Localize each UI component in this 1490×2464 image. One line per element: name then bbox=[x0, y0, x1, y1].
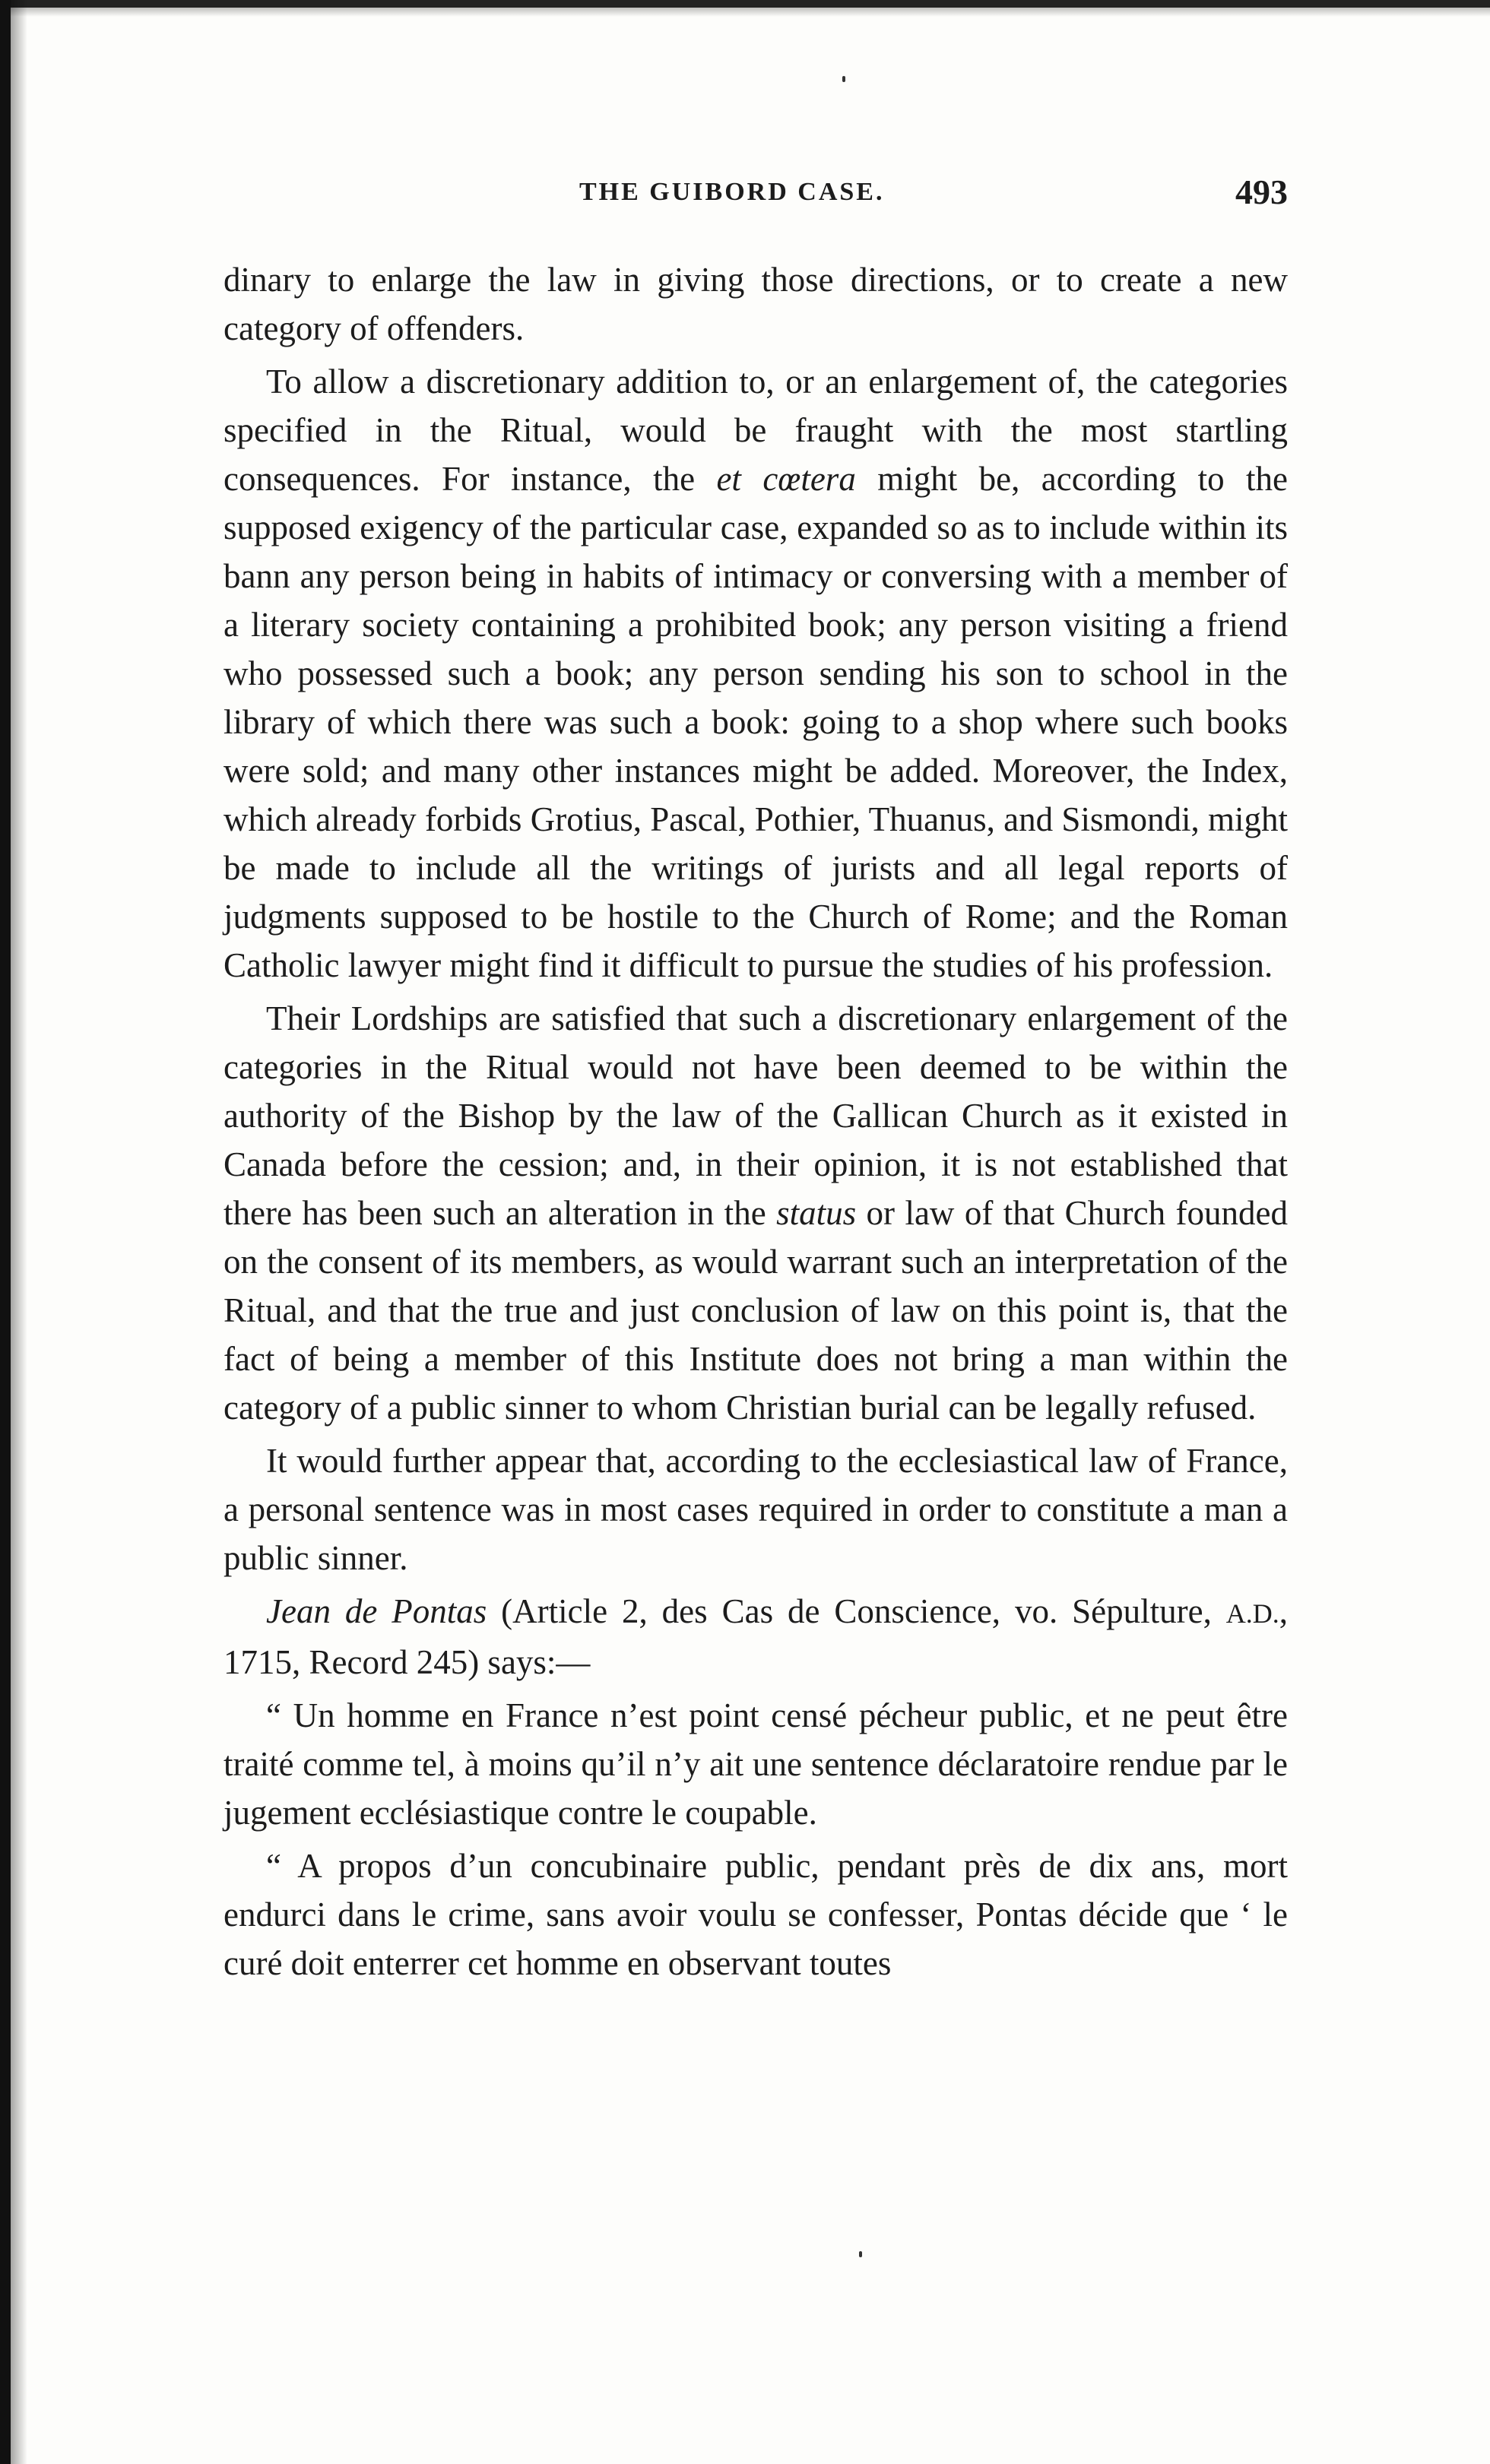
paragraph-lordships bbox=[224, 994, 1288, 1432]
page-number: 493 bbox=[1235, 173, 1288, 211]
text-run: To allow a discretionary addition to, or an enlargement of, the categories specified in the Ritual, would be fraught with the most startling consequences. For instance, the bbox=[224, 363, 1288, 498]
quote-paragraph-concubinaire: “ A propos d’un concubinaire public, pendant près de dix ans, mort endurci dans le crime, sans avoir voulu se confesser, Pontas décide que ‘ le curé doit enterrer cet homme en observant toutes bbox=[224, 1847, 1288, 1982]
quote-paragraph-pecheur: “ Un homme en France n’est point censé pécheur public, et ne peut être traité comme tel, à moins qu’il n’y ait une sentence déclaratoire rendue par le jugement ecclésiastique contre le coupable. bbox=[224, 1696, 1288, 1832]
scan-top-edge bbox=[0, 0, 1490, 8]
scan-left-shadow bbox=[11, 0, 27, 2464]
body-text bbox=[224, 255, 1288, 1987]
paragraph-pontas-citation bbox=[224, 1587, 1288, 1686]
text-run: , 1715, Record 245) says:— bbox=[224, 1592, 1289, 1681]
scan-speck bbox=[859, 2251, 862, 2257]
text-run: (Article 2, des Cas de Conscience, vo. Sépulture, bbox=[487, 1592, 1226, 1630]
paragraph-discretionary-addition bbox=[224, 357, 1288, 990]
paragraph-ecclesiastical-law: It would further appear that, according to the ecclesiastical law of France, a personal sentence was in most cases required in order to constitute a man a public sinner. bbox=[224, 1442, 1288, 1577]
paragraph-continuation: dinary to enlarge the law in giving those directions, or to create a new category of offenders. bbox=[224, 261, 1288, 347]
small-caps-run: A.D. bbox=[1225, 1598, 1279, 1629]
italic-word: status bbox=[776, 1194, 857, 1232]
running-title: THE GUIBORD CASE. bbox=[579, 178, 885, 206]
text-run: might be, according to the supposed exigency of the particular case, expanded so as to include within its bann any person being in habits of intimacy or conversing with a member of a literary society containing a prohibited book; any person visiting a friend who possessed such a book; any person sending his son to school in the library of which there was such a book: going to a shop where such books were sold; and many other instances might be added. Moreover, the Index, which already forbids Grotius, Pascal, Pothier, Thuanus, and Sismondi, might be made to include all the writings of jurists and all legal reports of judgments supposed to be hostile to the Church of Rome; and the Roman Catholic lawyer might find it difficult to pursue the studies of his profession. bbox=[224, 460, 1288, 984]
italic-phrase: et cœtera bbox=[716, 460, 856, 498]
scan-speck bbox=[842, 76, 845, 82]
running-head bbox=[224, 172, 1288, 217]
text-run: or law of that Church founded on the consent of its members, as would warrant such an interpretation of the Ritual, and that the true and just conclusion of law on this point is, that the fact of being a member of this Institute does not bring a man within the category of a public sinner to whom Christian burial can be legally refused. bbox=[224, 1194, 1289, 1427]
scan-left-edge bbox=[0, 0, 11, 2464]
text-run: Their Lordships are satisfied that such a discretionary enlargement of the categories in the Ritual would not have been deemed to be within the authority of the Bishop by the law of the Gallican Church as it existed in Canada before the cession; and, in their opinion, it is not established that there has been such an alteration in the bbox=[224, 999, 1288, 1232]
author-name: Jean de Pontas bbox=[266, 1592, 487, 1630]
scan-top-shadow bbox=[0, 8, 1490, 17]
